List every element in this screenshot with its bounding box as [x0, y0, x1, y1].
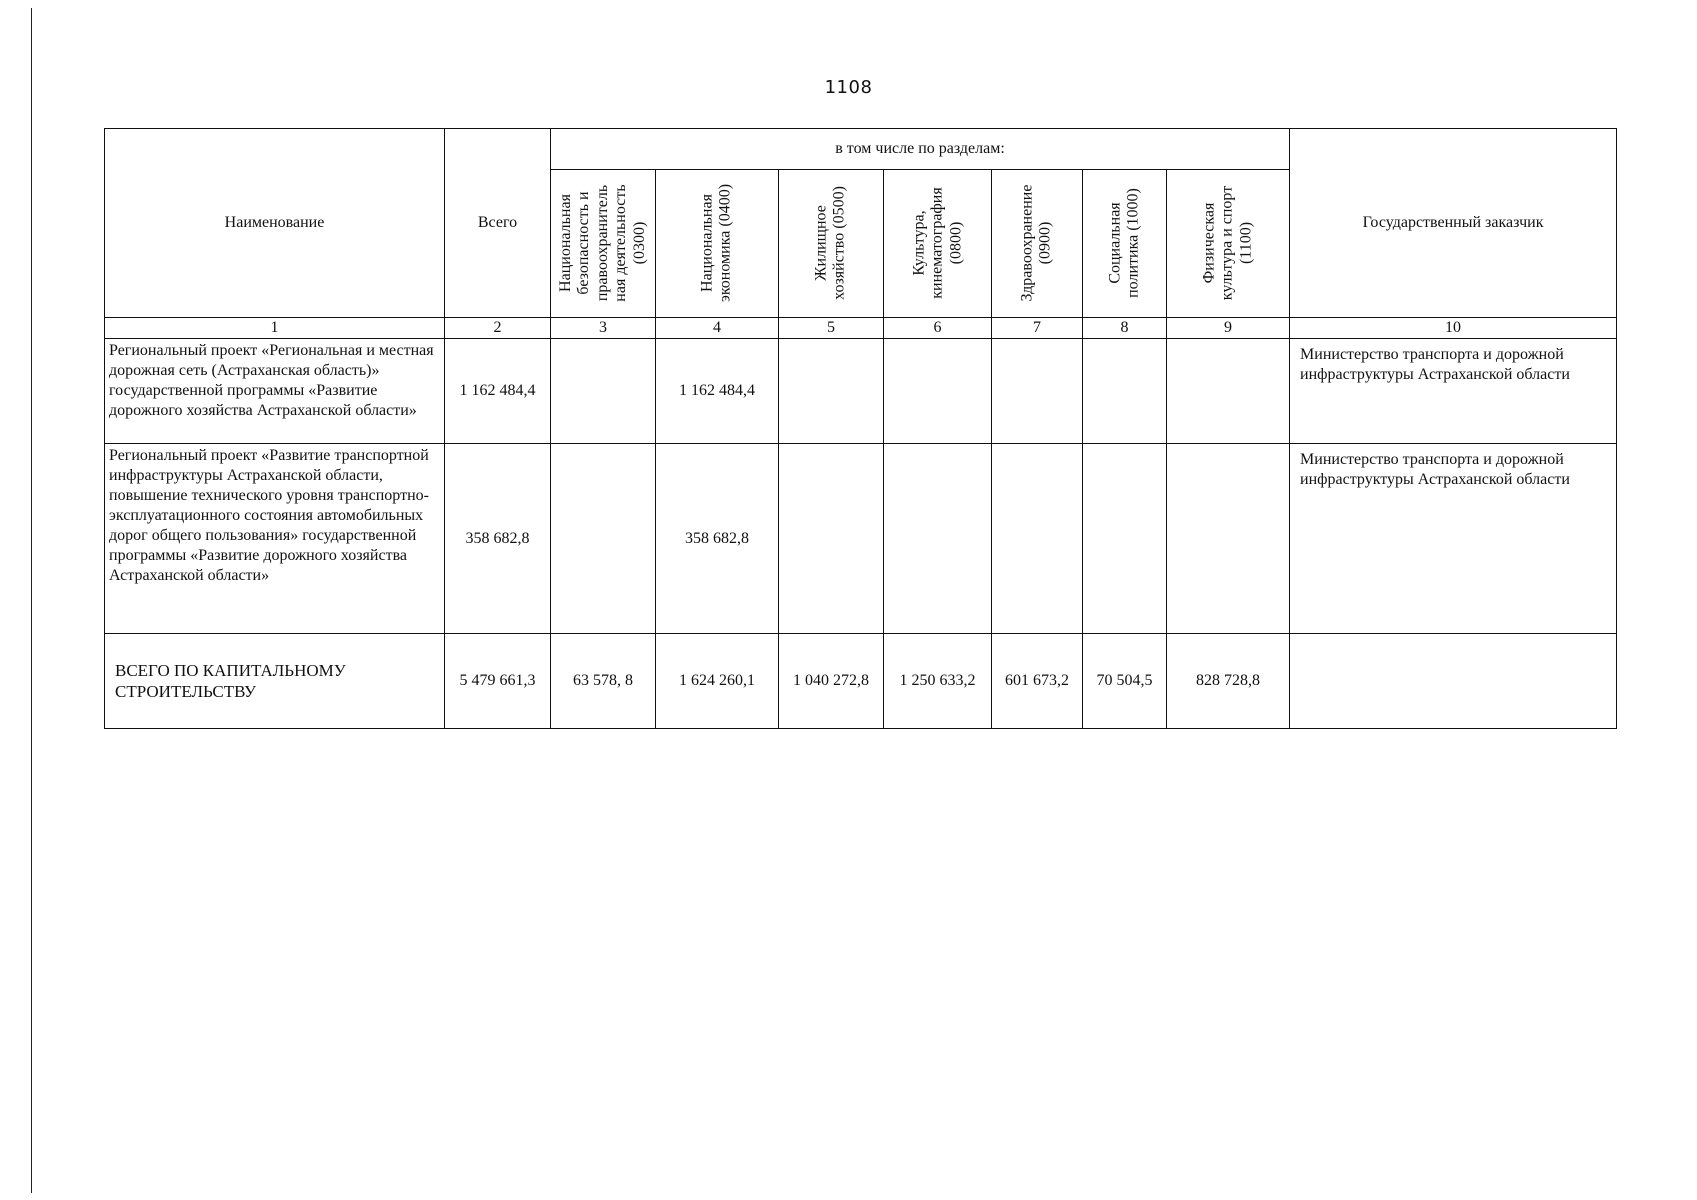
row-customer: Министерство транспорта и дорожной инфраструктуры Астраханской области: [1290, 339, 1617, 444]
column-number: 2: [445, 318, 551, 339]
header-section-1000: Социальная политика (1000): [1083, 169, 1167, 317]
budget-table: [104, 128, 1617, 729]
header-name: Наименование: [105, 129, 445, 318]
page-number: 1108: [824, 77, 873, 98]
row-value-0400: 1 162 484,4: [656, 339, 779, 444]
row-value-0300: [551, 444, 656, 634]
total-row-value-0800: 1 250 633,2: [884, 634, 992, 729]
total-row-customer: [1290, 634, 1617, 729]
column-number: 3: [551, 318, 656, 339]
total-row-value-0900: 601 673,2: [992, 634, 1083, 729]
header-section-0900: Здравоохранение (0900): [992, 169, 1083, 317]
header-section-1100: Физическая культура и спорт (1100): [1167, 169, 1290, 317]
total-row-value-1000: 70 504,5: [1083, 634, 1167, 729]
row-value-0500: [779, 339, 884, 444]
row-value-0300: [551, 339, 656, 444]
row-total: 1 162 484,4: [445, 339, 551, 444]
page-margin-line: [31, 8, 32, 1193]
row-value-0400: 358 682,8: [656, 444, 779, 634]
row-name: Региональный проект «Региональная и местная дорожная сеть (Астраханская область)» государственной программы «Развитие дорожного хозяйства Астраханской области»: [105, 339, 445, 444]
total-row: [105, 634, 1617, 729]
total-row-value-1100: 828 728,8: [1167, 634, 1290, 729]
total-row-name: ВСЕГО ПО КАПИТАЛЬНОМУ СТРОИТЕЛЬСТВУ: [105, 634, 445, 729]
row-name: Региональный проект «Развитие транспортной инфраструктуры Астраханской области, повышение технического уровня транспортно-эксплуатационного состояния автомобильных дорог общего пользования» государственной программы «Развитие дорожного хозяйства Астраханской области»: [105, 444, 445, 634]
row-total: 358 682,8: [445, 444, 551, 634]
column-number-row: [105, 318, 1617, 339]
row-value-1100: [1167, 444, 1290, 634]
row-value-1000: [1083, 339, 1167, 444]
row-value-0800: [884, 444, 992, 634]
column-number: 8: [1083, 318, 1167, 339]
total-row-value-0500: 1 040 272,8: [779, 634, 884, 729]
table-row: [105, 339, 1617, 444]
header-sections-caption: в том числе по разделам:: [551, 129, 1290, 170]
column-number: 10: [1290, 318, 1617, 339]
header-section-0800: Культура, кинематография (0800): [884, 169, 992, 317]
total-row-total: 5 479 661,3: [445, 634, 551, 729]
row-value-1000: [1083, 444, 1167, 634]
column-number: 4: [656, 318, 779, 339]
column-number: 5: [779, 318, 884, 339]
column-number: 1: [105, 318, 445, 339]
header-customer: Государственный заказчик: [1290, 129, 1617, 318]
header-section-0500: Жилищное хозяйство (0500): [779, 169, 884, 317]
row-value-0500: [779, 444, 884, 634]
column-number: 9: [1167, 318, 1290, 339]
row-value-0900: [992, 339, 1083, 444]
total-row-value-0400: 1 624 260,1: [656, 634, 779, 729]
column-number: 7: [992, 318, 1083, 339]
column-number: 6: [884, 318, 992, 339]
row-value-1100: [1167, 339, 1290, 444]
total-row-value-0300: 63 578, 8: [551, 634, 656, 729]
header-section-0300: Национальная безопасность и правоохранитель ная деятельность (0300): [551, 169, 656, 317]
row-customer: Министерство транспорта и дорожной инфраструктуры Астраханской области: [1290, 444, 1617, 634]
row-value-0800: [884, 339, 992, 444]
table-row: [105, 444, 1617, 634]
row-value-0900: [992, 444, 1083, 634]
header-section-0400: Национальная экономика (0400): [656, 169, 779, 317]
header-total: Всего: [445, 129, 551, 318]
